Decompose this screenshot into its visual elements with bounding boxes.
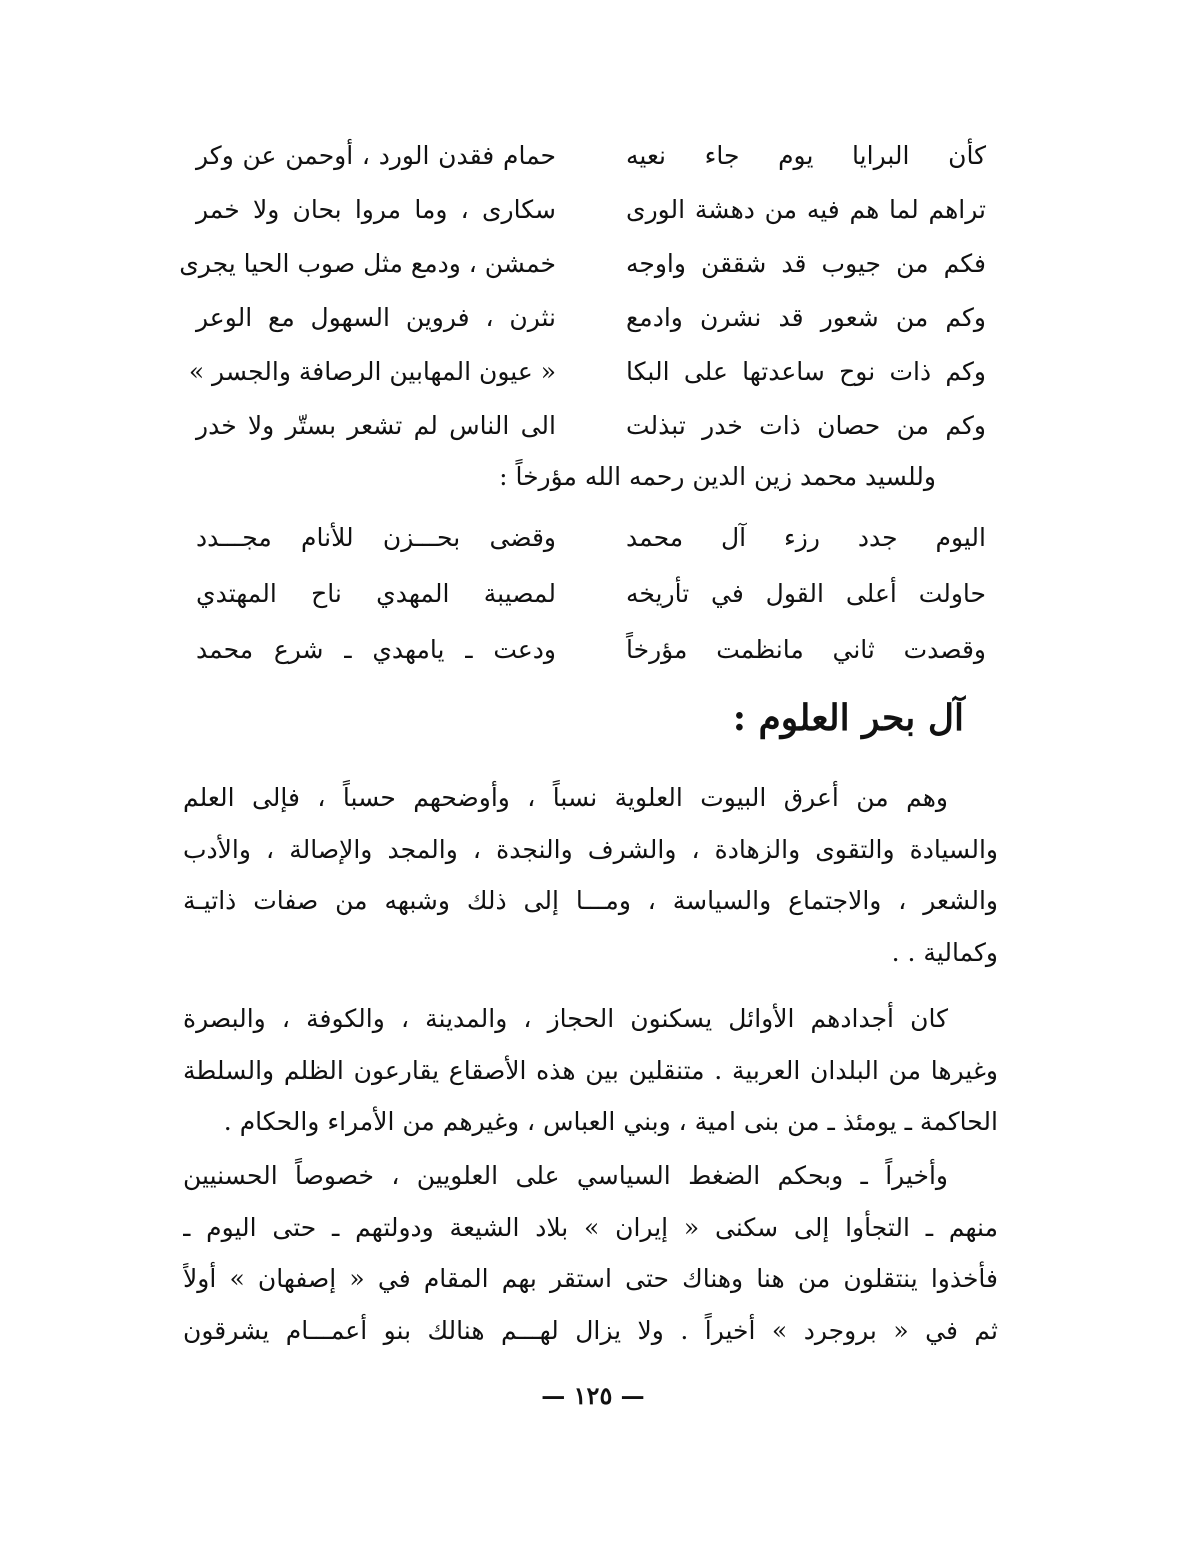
poem-hemistich-left: سكارى ، وما مروا بحان ولا خمر bbox=[196, 194, 556, 224]
poem-section-2 bbox=[196, 509, 986, 677]
poem-hemistich-right: فكم من جيوب قد شققن واوجه bbox=[626, 248, 986, 278]
paragraph-line: الحاكمة ـ يومئذ ـ من بنى امية ، وبني العباس ، وغيرهم من الأمراء والحكام . bbox=[223, 1107, 998, 1136]
paragraph-3 bbox=[183, 1150, 998, 1356]
poem-line bbox=[188, 344, 986, 398]
poem-line bbox=[179, 236, 986, 290]
poem-intro: وللسيد محمد زين الدين رحمه الله مؤرخاً : bbox=[499, 462, 936, 491]
paragraph-line: وكمالية . . bbox=[891, 937, 998, 967]
poem-hemistich-right: حاولت أعلى القول في تأريخه bbox=[626, 578, 986, 608]
paragraph-line: فأخذوا ينتقلون من هنا وهناك حتى استقر بهم المقام في « إصفهان » أولاً bbox=[183, 1264, 998, 1293]
paragraph-line: وغيرها من البلدان العربية . متنقلين بين هذه الأصقاع يقارعون الظلم والسلطة bbox=[183, 1055, 998, 1085]
poem-hemistich-left: وقضى بحـــزن للأنام مجـــدد bbox=[196, 522, 556, 552]
poem-hemistich-left: حمام فقدن الورد ، أوحمن عن وكر bbox=[196, 140, 556, 170]
paragraph-2 bbox=[183, 993, 998, 1148]
poem-hemistich-left: خمشن ، ودمع مثل صوب الحيا يجرى bbox=[179, 248, 556, 278]
poem-section-1 bbox=[179, 128, 986, 452]
page-number: — ١٢٥ — bbox=[541, 1381, 645, 1410]
poem-line bbox=[196, 565, 986, 621]
paragraph-line: والشعر ، والاجتماع والسياسة ، ومـــا إلى ذلك وشبهه من صفات ذاتيـة bbox=[183, 886, 998, 915]
poem-line bbox=[196, 128, 986, 182]
poem-hemistich-left: لمصيبة المهدي ناح المهتدي bbox=[196, 578, 556, 608]
poem-hemistich-right: كأن البرايا يوم جاء نعيه bbox=[626, 140, 986, 170]
poem-hemistich-left: ودعت ـ يامهدي ـ شرع محمد bbox=[196, 634, 556, 664]
paragraph-line: وأخيراً ـ وبحكم الضغط السياسي على العلويين ، خصوصاً الحسنيين bbox=[183, 1161, 948, 1190]
section-heading: آل بحر العلوم : bbox=[732, 697, 964, 739]
paragraph-line: ثم في « بروجرد » أخيراً . ولا يزال لهـــم هنالك بنو أعمـــام يشرقون bbox=[183, 1315, 998, 1345]
poem-line bbox=[196, 182, 986, 236]
poem-hemistich-left: الى الناس لم تشعر بستّر ولا خدر bbox=[196, 410, 556, 440]
poem-hemistich-right: وكم من شعور قد نشرن وادمع bbox=[626, 302, 986, 332]
paragraph-line: منهم ـ التجأوا إلى سكنى « إيران » بلاد الشيعة ودولتهم ـ حتى اليوم ـ bbox=[183, 1212, 998, 1242]
poem-line bbox=[196, 509, 986, 565]
poem-line bbox=[196, 290, 986, 344]
paragraph-line: كان أجدادهم الأوائل يسكنون الحجاز ، والمدينة ، والكوفة ، والبصرة bbox=[183, 1004, 948, 1033]
poem-hemistich-left: نثرن ، فروين السهول مع الوعر bbox=[196, 302, 556, 332]
poem-hemistich-right: تراهم لما هم فيه من دهشة الورى bbox=[626, 194, 986, 224]
poem-hemistich-right: وقصدت ثاني مانظمت مؤرخاً bbox=[626, 634, 986, 664]
poem-hemistich-left: « عيون المهابين الرصافة والجسر » bbox=[188, 356, 556, 386]
paragraph-line: وهم من أعرق البيوت العلوية نسباً ، وأوضحهم حسباً ، فإلى العلم bbox=[183, 783, 948, 812]
poem-line bbox=[196, 398, 986, 452]
poem-line bbox=[196, 621, 986, 677]
poem-hemistich-right: اليوم جدد رزء آل محمد bbox=[626, 522, 986, 552]
poem-hemistich-right: وكم من حصان ذات خدر تبذلت bbox=[626, 410, 986, 440]
poem-hemistich-right: وكم ذات نوح ساعدتها على البكا bbox=[626, 356, 986, 386]
paragraph-1 bbox=[183, 772, 998, 978]
paragraph-line: والسيادة والتقوى والزهادة ، والشرف والنجدة ، والمجد والإصالة ، والأدب bbox=[183, 834, 998, 864]
